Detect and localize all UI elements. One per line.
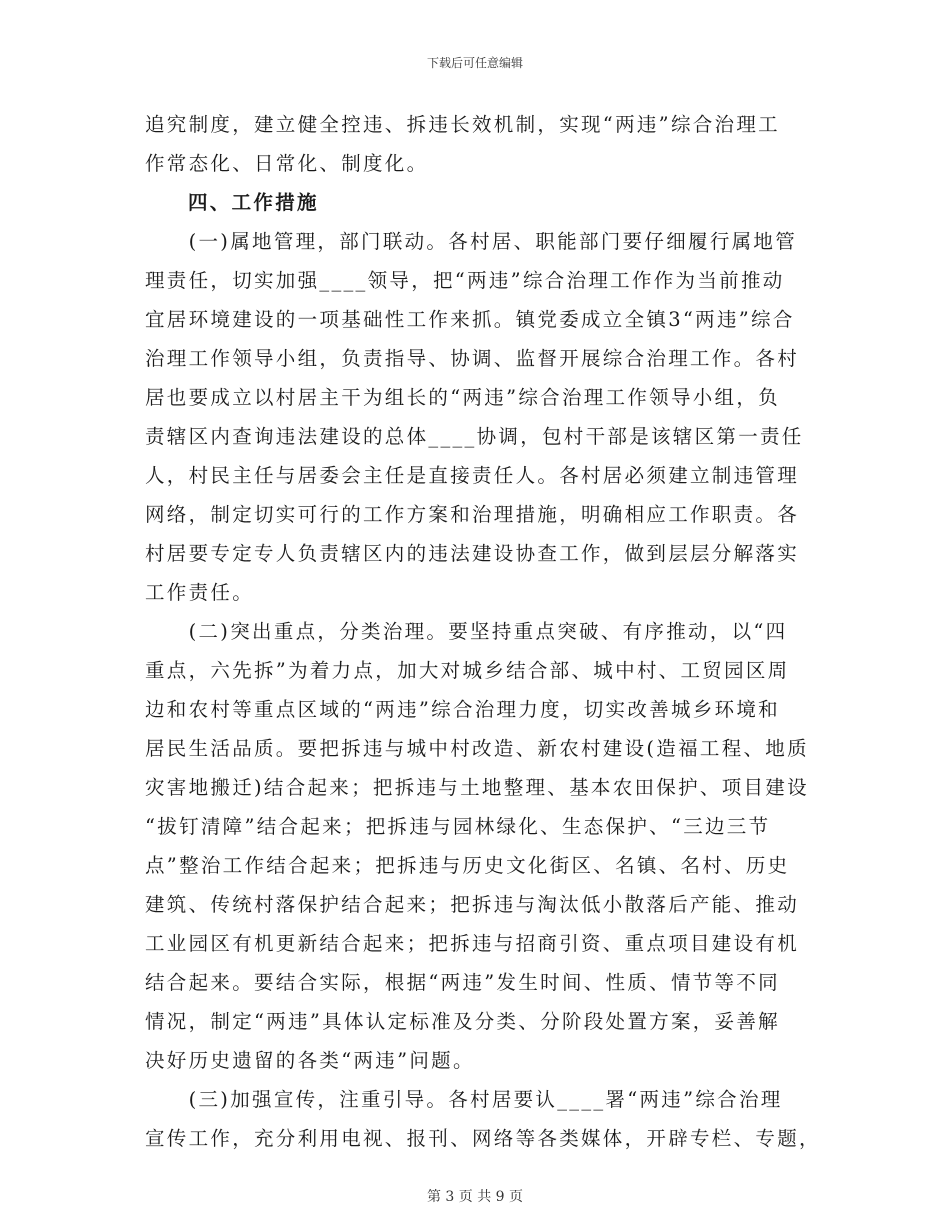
document-body: [145, 105, 821, 1158]
text-line: 治理工作领导小组，负责指导、协调、监督开展综合治理工作。各村: [145, 347, 800, 370]
text-line: 宜居环境建设的一项基础性工作来抓。镇党委成立全镇3“两违”综合: [145, 308, 795, 331]
text-line: 重点，六先拆”为着力点，加大对城乡结合部、城中村、工贸园区周: [145, 659, 790, 682]
section-heading: 四、工作措施: [188, 191, 319, 214]
text-line: 灾害地搬迁)结合起来；把拆违与土地整理、基本农田保护、项目建设: [145, 776, 809, 799]
text-line: 宣传工作，充分利用电视、报刊、网络等各类媒体，开辟专栏、专题，: [145, 1127, 821, 1150]
text-line: 责辖区内查询违法建设的总体____协调，包村干部是该辖区第一责任: [145, 425, 804, 448]
text-line: (三)加强宣传，注重引导。各村居要认____署“两违”综合治理: [145, 1088, 783, 1111]
text-line: 追究制度，建立健全控违、拆违长效机制，实现“两违”综合治理工: [145, 113, 780, 136]
text-line: 理责任，切实加强____领导，把“两违”综合治理工作作为当前推动: [145, 269, 785, 292]
text-line: 作常态化、日常化、制度化。: [145, 152, 429, 175]
text-line: 建筑、传统村落保护结合起来；把拆违与淘汰低小散落后产能、推动: [145, 893, 800, 916]
text-line: 结合起来。要结合实际，根据“两违”发生时间、性质、情节等不同: [145, 971, 780, 994]
text-line: 工作责任。: [145, 581, 255, 604]
text-line: 工业园区有机更新结合起来；把拆违与招商引资、重点项目建设有机: [145, 932, 800, 955]
text-line: 居也要成立以村居主干为组长的“两违”综合治理工作领导小组，负: [145, 386, 780, 409]
text-line: 边和农村等重点区域的“两违”综合治理力度，切实改善城乡环境和: [145, 698, 780, 721]
text-line: (二)突出重点，分类治理。要坚持重点突破、有序推动，以“四: [145, 620, 788, 643]
text-line: 网络，制定切实可行的工作方案和治理措施，明确相应工作职责。各: [145, 503, 800, 526]
text-line: “拔钉清障”结合起来；把拆违与园林绿化、生态保护、“三边三节: [145, 815, 771, 838]
page-footer: 第 3 页 共 9 页: [426, 1189, 524, 1205]
text-line: 村居要专定专人负责辖区内的违法建设协查工作，做到层层分解落实: [145, 542, 800, 565]
text-line: 决好历史遗留的各类“两违”问题。: [145, 1049, 475, 1072]
text-line: (一)属地管理，部门联动。各村居、职能部门要仔细履行属地管: [145, 230, 798, 253]
page-header: 下载后可任意编辑: [426, 56, 523, 70]
text-line: 情况，制定“两违”具体认定标准及分类、分阶段处置方案，妥善解: [145, 1010, 780, 1033]
text-line: 人，村民主任与居委会主任是直接责任人。各村居必须建立制违管理: [145, 464, 800, 487]
text-line: 居民生活品质。要把拆违与城中村改造、新农村建设(造福工程、地质: [145, 737, 809, 760]
text-line: 点”整治工作结合起来；把拆违与历史文化街区、名镇、名村、历史: [145, 854, 790, 877]
